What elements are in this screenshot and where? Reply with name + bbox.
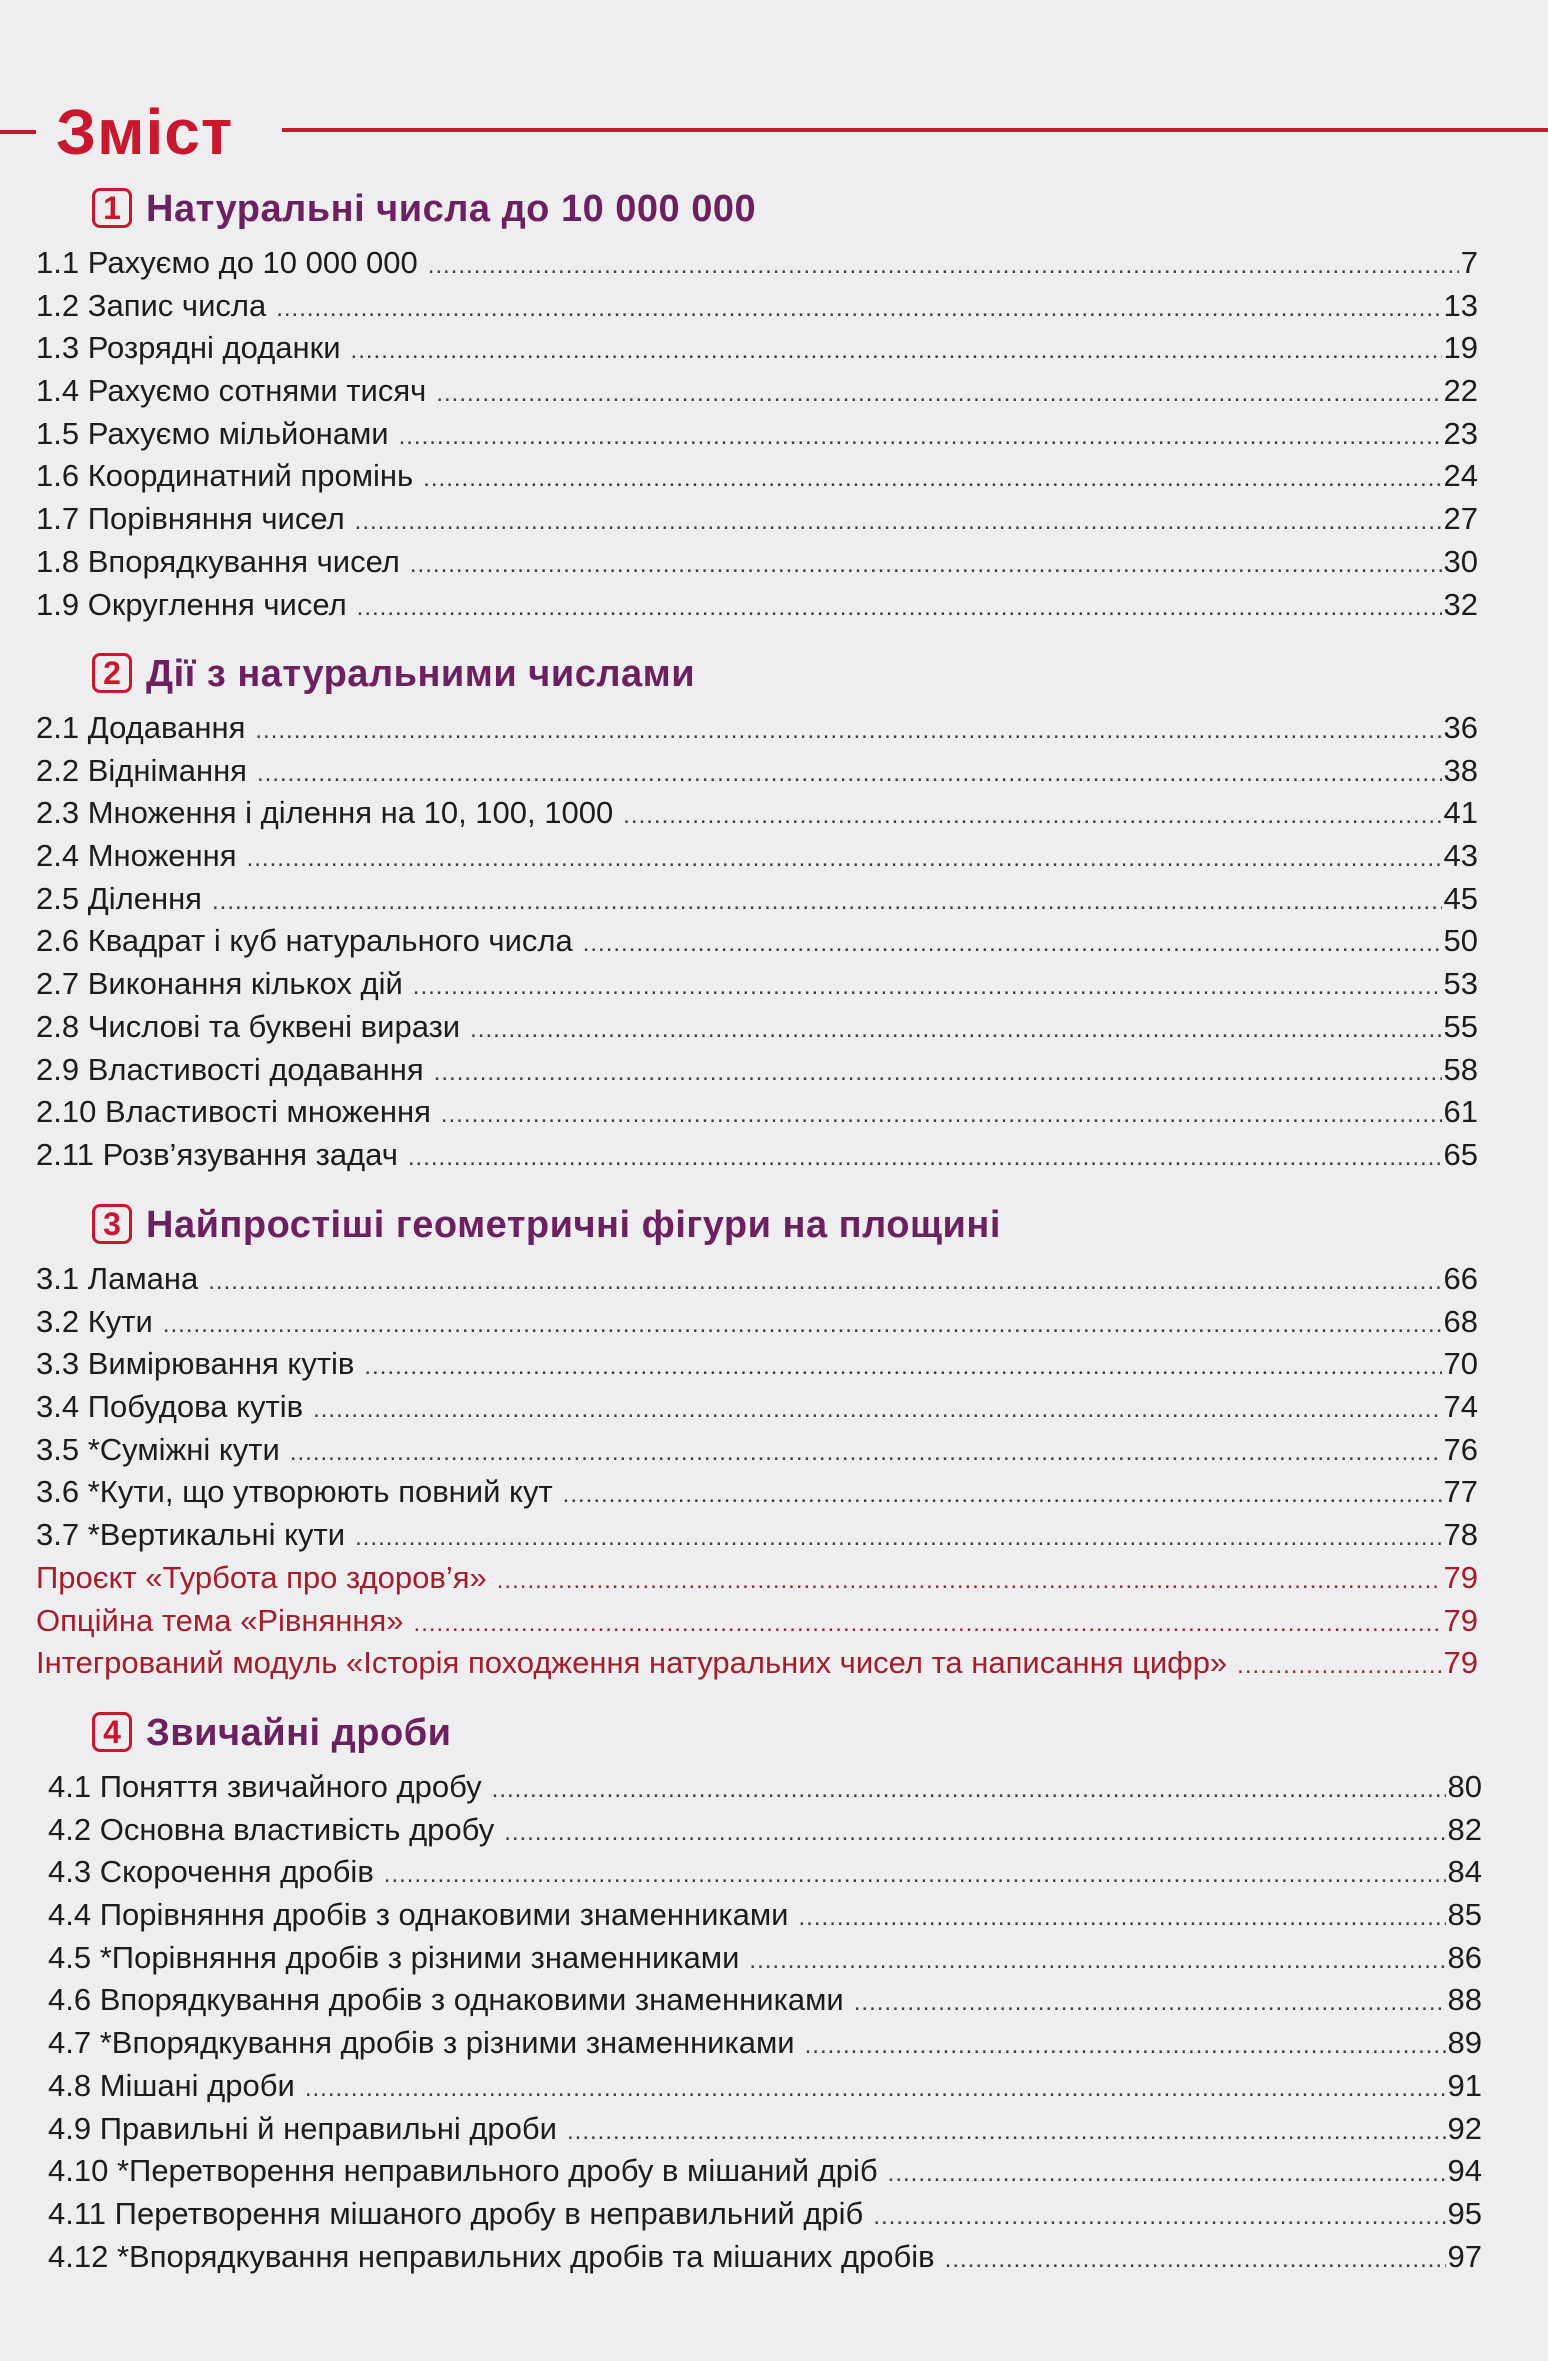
entry-number: 2.4	[36, 838, 80, 874]
toc-entry[interactable]	[36, 1343, 1478, 1386]
toc-entry[interactable]	[36, 1514, 1478, 1557]
dot-leader	[854, 1982, 1446, 2025]
entry-number: 1.5	[36, 415, 80, 451]
section-title: Дії з натуральними числами	[146, 653, 696, 695]
toc-entry[interactable]	[48, 2236, 1482, 2279]
entry-label: Вимірювання кутів	[87, 1346, 355, 1382]
toc-entry[interactable]	[36, 1471, 1478, 1514]
entry-page: 27	[1443, 501, 1478, 537]
dot-leader	[355, 1517, 1441, 1560]
entry-page: 70	[1443, 1346, 1478, 1382]
entry-label: Розв’язування задач	[102, 1136, 398, 1172]
toc-entry[interactable]	[36, 1134, 1478, 1177]
dot-leader	[428, 245, 1459, 288]
entry-number: 4.2	[48, 1811, 92, 1847]
toc-entry[interactable]	[48, 1937, 1482, 1980]
entry-page: 30	[1443, 543, 1478, 579]
entry-number: 3.4	[36, 1389, 80, 1425]
entry-page: 86	[1447, 1939, 1482, 1975]
toc-entry[interactable]	[48, 2150, 1482, 2193]
toc-entry[interactable]	[36, 455, 1478, 498]
entry-page: 50	[1443, 923, 1478, 959]
entry-page: 38	[1443, 752, 1478, 788]
section-4	[0, 1708, 1548, 2278]
entry-page: 45	[1443, 880, 1478, 916]
toc-entry[interactable]	[48, 2108, 1482, 2151]
toc-extra-entry[interactable]	[36, 1600, 1478, 1643]
entry-page: 66	[1443, 1261, 1478, 1296]
entry-page: 97	[1447, 2238, 1482, 2274]
entry-page: 95	[1447, 2195, 1482, 2231]
entry-page: 22	[1443, 373, 1478, 409]
toc-entry[interactable]	[36, 1386, 1478, 1429]
entry-label: *Перетворення неправильного дробу в мішаний дріб	[116, 2153, 878, 2189]
dot-leader	[276, 288, 1441, 331]
entry-number: 1.2	[36, 287, 80, 323]
toc-extra-entry[interactable]	[36, 1557, 1478, 1600]
dot-leader	[247, 838, 1442, 881]
entry-number: 4.6	[48, 1982, 92, 2018]
dot-leader	[410, 544, 1442, 587]
dot-leader	[434, 1052, 1442, 1095]
entry-number: 4.1	[48, 1769, 92, 1804]
entry-page: 77	[1443, 1474, 1478, 1510]
entry-label: Запис числа	[87, 287, 267, 323]
entry-label: Ділення	[87, 880, 202, 916]
toc-entry[interactable]	[36, 878, 1478, 921]
entry-label: Впорядкування чисел	[87, 543, 400, 579]
dot-leader	[208, 1261, 1441, 1304]
entry-page: 32	[1443, 586, 1478, 622]
toc-entry[interactable]	[36, 413, 1478, 456]
entry-number: 2.10	[36, 1094, 97, 1130]
entry-number: 3.7	[36, 1517, 80, 1553]
dot-leader	[504, 1812, 1445, 1855]
title-rule-left	[0, 130, 36, 134]
section-header	[0, 184, 1548, 242]
entry-label: *Порівняння дробів з різними знаменниками	[99, 1939, 740, 1975]
toc-entry[interactable]	[36, 541, 1478, 584]
toc-entry[interactable]	[36, 242, 1478, 285]
section-header	[0, 1708, 1548, 1766]
section-header	[0, 1200, 1548, 1258]
dot-leader	[364, 1346, 1441, 1389]
entry-label: *Суміжні кути	[87, 1431, 280, 1467]
section-2	[0, 649, 1548, 1177]
section-1	[0, 184, 1548, 626]
entry-page: 79	[1443, 1602, 1478, 1638]
entry-label: *Впорядкування дробів з різними знаменниками	[99, 2025, 795, 2061]
entry-page: 92	[1447, 2110, 1482, 2146]
toc-entry[interactable]	[36, 707, 1478, 750]
entry-label: Кути	[87, 1303, 153, 1339]
entry-page: 68	[1443, 1303, 1478, 1339]
toc-entry[interactable]	[36, 750, 1478, 793]
entry-number: 4.7	[48, 2025, 92, 2061]
entry-page: 74	[1443, 1389, 1478, 1425]
toc-entry[interactable]	[48, 1894, 1482, 1937]
entry-label: Рахуємо до 10 000 000	[87, 245, 418, 280]
toc-entry[interactable]	[36, 285, 1478, 328]
section-title: Звичайні дроби	[146, 1712, 452, 1754]
toc-entry[interactable]	[36, 1006, 1478, 1049]
dot-leader	[945, 2239, 1446, 2282]
entry-page: 41	[1443, 795, 1478, 831]
dot-leader	[873, 2196, 1445, 2239]
entry-label: Перетворення мішаного дробу в неправильний дріб	[114, 2195, 864, 2231]
entry-label: Основна властивість дробу	[99, 1811, 495, 1847]
title-row	[0, 92, 1548, 182]
dot-leader	[799, 1897, 1446, 1940]
entry-page: 13	[1443, 287, 1478, 323]
dot-leader	[414, 1603, 1442, 1646]
entry-label: *Впорядкування неправильних дробів та мішаних дробів	[116, 2238, 935, 2274]
dot-leader	[257, 753, 1442, 796]
section-number-badge: 1	[92, 188, 132, 228]
entry-number: 2.2	[36, 752, 80, 788]
entry-number: 2.11	[36, 1136, 95, 1172]
entry-page: 36	[1443, 710, 1478, 745]
section-number-badge: 4	[92, 1712, 132, 1752]
entry-page: 94	[1447, 2153, 1482, 2189]
entry-label: Властивості множення	[104, 1094, 431, 1130]
dot-leader	[313, 1389, 1441, 1432]
dot-leader	[255, 710, 1441, 753]
dot-leader	[357, 587, 1442, 630]
toc-entry[interactable]	[36, 370, 1478, 413]
dot-leader	[441, 1094, 1442, 1137]
dot-leader	[399, 416, 1442, 459]
entry-label: Проєкт «Турбота про здоров’я»	[36, 1559, 487, 1595]
entry-number: 3.5	[36, 1431, 80, 1467]
dot-leader	[888, 2153, 1446, 2196]
entry-page: 43	[1443, 838, 1478, 874]
entry-page: 65	[1443, 1136, 1478, 1172]
entry-number: 1.8	[36, 543, 80, 579]
dot-leader	[212, 881, 1442, 924]
toc-entry[interactable]	[36, 920, 1478, 963]
entry-label: Порівняння чисел	[87, 501, 345, 537]
toc-entry[interactable]	[48, 1766, 1482, 1809]
entry-label: Квадрат і куб натурального числа	[87, 923, 573, 959]
dot-leader	[563, 1474, 1442, 1517]
dot-leader	[805, 2025, 1446, 2068]
entry-number: 1.3	[36, 330, 80, 366]
entry-page: 58	[1443, 1051, 1478, 1087]
entry-number: 1.4	[36, 373, 80, 409]
dot-leader	[290, 1432, 1442, 1475]
entry-page: 80	[1447, 1769, 1482, 1804]
entry-number: 2.9	[36, 1051, 80, 1087]
page-title: Зміст	[56, 96, 234, 168]
dot-leader	[1237, 1645, 1441, 1688]
toc-entry[interactable]	[36, 498, 1478, 541]
entry-page: 53	[1443, 966, 1478, 1002]
entry-number: 3.1	[36, 1261, 80, 1296]
entry-number: 2.5	[36, 880, 80, 916]
entry-number: 4.9	[48, 2110, 92, 2146]
section-title: Натуральні числа до 10 000 000	[146, 188, 757, 230]
entry-label: Впорядкування дробів з однаковими знаменниками	[99, 1982, 844, 2018]
toc-entry[interactable]	[36, 1049, 1478, 1092]
entry-number: 4.3	[48, 1854, 92, 1890]
entry-number: 3.3	[36, 1346, 80, 1382]
entry-label: Розрядні доданки	[87, 330, 341, 366]
entry-label: Числові та буквені вирази	[87, 1008, 461, 1044]
entry-number: 2.7	[36, 966, 80, 1002]
toc-entry[interactable]	[36, 1301, 1478, 1344]
dot-leader	[749, 1940, 1445, 1983]
entry-page: 23	[1443, 415, 1478, 451]
entry-label: Інтегрований модуль «Історія походження натуральних чисел та написання цифр»	[36, 1645, 1228, 1681]
section-title: Найпростіші геометричні фігури на площині	[146, 1204, 1001, 1246]
entry-label: Виконання кількох дій	[87, 966, 403, 1002]
toc-entry[interactable]	[48, 1809, 1482, 1852]
entry-label: Порівняння дробів з однаковими знаменниками	[99, 1897, 789, 1933]
section-header	[0, 649, 1548, 707]
toc-entry[interactable]	[36, 1091, 1478, 1134]
entry-page: 89	[1447, 2025, 1482, 2061]
toc-entry[interactable]	[48, 1979, 1482, 2022]
entry-page: 91	[1447, 2067, 1482, 2103]
entry-number: 4.10	[48, 2153, 109, 2189]
entry-label: Множення і ділення на 10, 100, 1000	[87, 795, 614, 831]
section-number-badge: 2	[92, 653, 132, 693]
entry-page: 82	[1447, 1811, 1482, 1847]
toc-entry[interactable]	[48, 2022, 1482, 2065]
entry-number: 2.1	[36, 710, 80, 745]
dot-leader	[492, 1769, 1446, 1812]
entry-page: 79	[1443, 1645, 1478, 1681]
dot-leader	[497, 1560, 1442, 1603]
dot-leader	[384, 1854, 1446, 1897]
dot-leader	[583, 923, 1442, 966]
entry-number: 4.8	[48, 2067, 92, 2103]
entry-number: 2.3	[36, 795, 80, 831]
dot-leader	[436, 373, 1441, 416]
entry-page: 88	[1447, 1982, 1482, 2018]
toc-entry[interactable]	[48, 1851, 1482, 1894]
toc-entry[interactable]	[36, 584, 1478, 627]
entry-label: *Кути, що утворюють повний кут	[87, 1474, 553, 1510]
entry-number: 3.2	[36, 1303, 80, 1339]
toc-entry[interactable]	[36, 835, 1478, 878]
entry-number: 1.9	[36, 586, 80, 622]
dot-leader	[623, 795, 1441, 838]
dot-leader	[423, 458, 1441, 501]
entry-label: Побудова кутів	[87, 1389, 304, 1425]
entry-label: Ламана	[87, 1261, 199, 1296]
toc-extra-entry[interactable]	[36, 1642, 1478, 1685]
entry-page: 55	[1443, 1008, 1478, 1044]
entry-number: 2.8	[36, 1008, 80, 1044]
dot-leader	[163, 1304, 1442, 1347]
entry-page: 85	[1447, 1897, 1482, 1933]
entry-number: 1.6	[36, 458, 80, 494]
entry-page: 7	[1460, 245, 1478, 280]
entry-label: Правильні й неправильні дроби	[99, 2110, 557, 2146]
entry-number: 3.6	[36, 1474, 80, 1510]
entry-number: 4.11	[48, 2195, 107, 2231]
entry-page: 19	[1443, 330, 1478, 366]
toc-entry[interactable]	[36, 1429, 1478, 1472]
entry-number: 4.12	[48, 2238, 109, 2274]
entry-label: Округлення чисел	[87, 586, 347, 622]
entry-label: Рахуємо сотнями тисяч	[87, 373, 427, 409]
entry-label: Властивості додавання	[87, 1051, 424, 1087]
dot-leader	[305, 2068, 1446, 2111]
entry-page: 79	[1443, 1559, 1478, 1595]
dot-leader	[355, 501, 1442, 544]
dot-leader	[413, 966, 1442, 1009]
entry-number: 4.4	[48, 1897, 92, 1933]
section-number-badge: 3	[92, 1204, 132, 1244]
dot-leader	[470, 1009, 1441, 1052]
entry-number: 1.1	[36, 245, 80, 280]
entry-label: Поняття звичайного дробу	[99, 1769, 482, 1804]
toc-entry[interactable]	[36, 327, 1478, 370]
toc-entry[interactable]	[36, 963, 1478, 1006]
dot-leader	[408, 1137, 1442, 1180]
entry-label: Скорочення дробів	[99, 1854, 374, 1890]
toc-entry[interactable]	[48, 2193, 1482, 2236]
entry-page: 76	[1443, 1431, 1478, 1467]
entry-number: 1.7	[36, 501, 80, 537]
entry-label: Рахуємо мільйонами	[87, 415, 389, 451]
entry-label: Опційна тема «Рівняння»	[36, 1602, 404, 1638]
section-3	[0, 1200, 1548, 1685]
entry-label: Мішані дроби	[99, 2067, 295, 2103]
entry-number: 2.6	[36, 923, 80, 959]
dot-leader	[351, 330, 1442, 373]
entry-label: *Вертикальні кути	[87, 1517, 346, 1553]
entry-page: 78	[1443, 1517, 1478, 1553]
entry-label: Множення	[87, 838, 237, 874]
toc-entry[interactable]	[48, 2065, 1482, 2108]
toc-entry[interactable]	[36, 792, 1478, 835]
entry-label: Додавання	[87, 710, 246, 745]
entry-label: Віднімання	[87, 752, 247, 788]
entry-page: 61	[1443, 1094, 1478, 1130]
title-rule-right	[282, 128, 1548, 132]
entry-page: 84	[1447, 1854, 1482, 1890]
toc-entry[interactable]	[36, 1258, 1478, 1301]
dot-leader	[567, 2111, 1446, 2154]
entry-label: Координатний промінь	[87, 458, 414, 494]
entry-number: 4.5	[48, 1939, 92, 1975]
entry-page: 24	[1443, 458, 1478, 494]
